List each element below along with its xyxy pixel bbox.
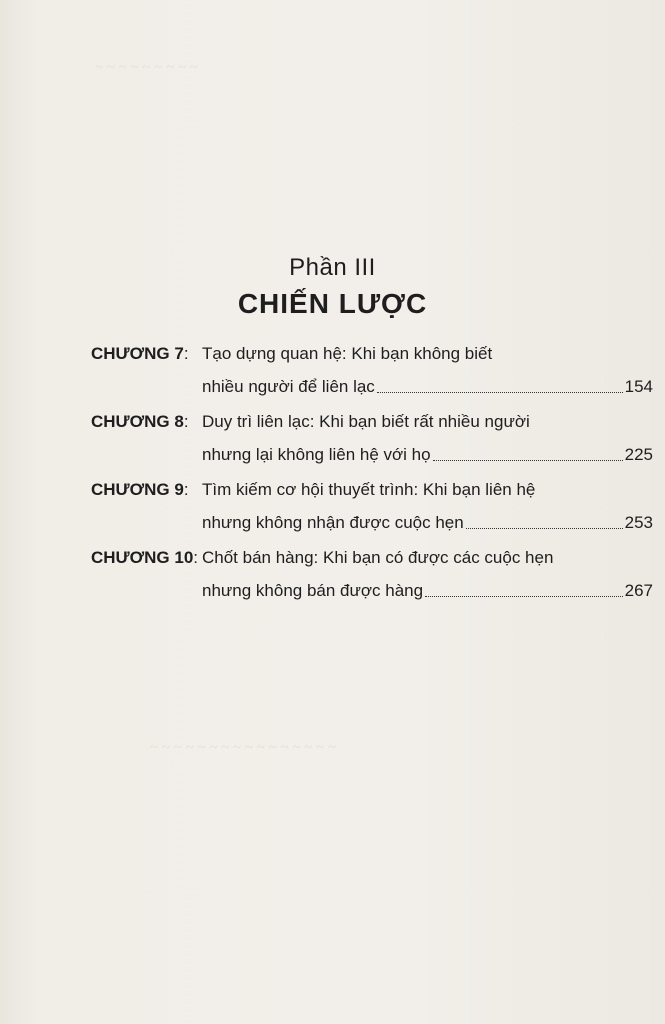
chapter-title-line1: Tìm kiếm cơ hội thuyết trình: Khi bạn liên hệ [202,480,536,499]
dot-leader [377,380,623,393]
toc-entry [91,548,653,616]
dot-leader [466,516,623,529]
page-number: 225 [624,445,653,464]
chapter-title-line2: nhưng không nhận được cuộc hẹn [202,513,464,532]
dot-leader [433,448,623,461]
chapter-number: CHƯƠNG 10: [91,548,199,567]
dot-leader [425,584,623,597]
chapter-number: CHƯƠNG 8: [91,412,189,431]
chapter-title-line1: Duy trì liên lạc: Khi bạn biết rất nhiều người [202,412,530,431]
page-number: 154 [624,377,653,396]
page-number: 253 [624,513,653,532]
chapter-number: CHƯƠNG 9: [91,480,189,499]
chapter-title-line1: Tạo dựng quan hệ: Khi bạn không biết [202,344,493,363]
toc-entry [91,480,653,548]
chapter-number: CHƯƠNG 7: [91,344,189,363]
table-of-contents [91,344,653,616]
part-title: CHIẾN LƯỢC [237,288,428,319]
show-through-text: ~ ~ ~ ~ ~ ~ ~ ~ ~ [95,60,199,76]
chapter-title-line2: nhưng lại không liên hệ với họ [202,445,431,464]
show-through-text: ~ ~ ~ ~ ~ ~ ~ ~ ~ ~ ~ ~ ~ ~ ~ ~ [150,740,337,756]
chapter-title-line2: nhiều người để liên lạc [202,377,375,396]
chapter-title-line2: nhưng không bán được hàng [202,581,424,600]
toc-entry [91,412,653,480]
toc-entry [91,344,653,412]
part-label: Phần III [289,254,376,281]
page-number: 267 [624,581,653,600]
chapter-title-line1: Chốt bán hàng: Khi bạn có được các cuộc hẹn [202,548,554,567]
